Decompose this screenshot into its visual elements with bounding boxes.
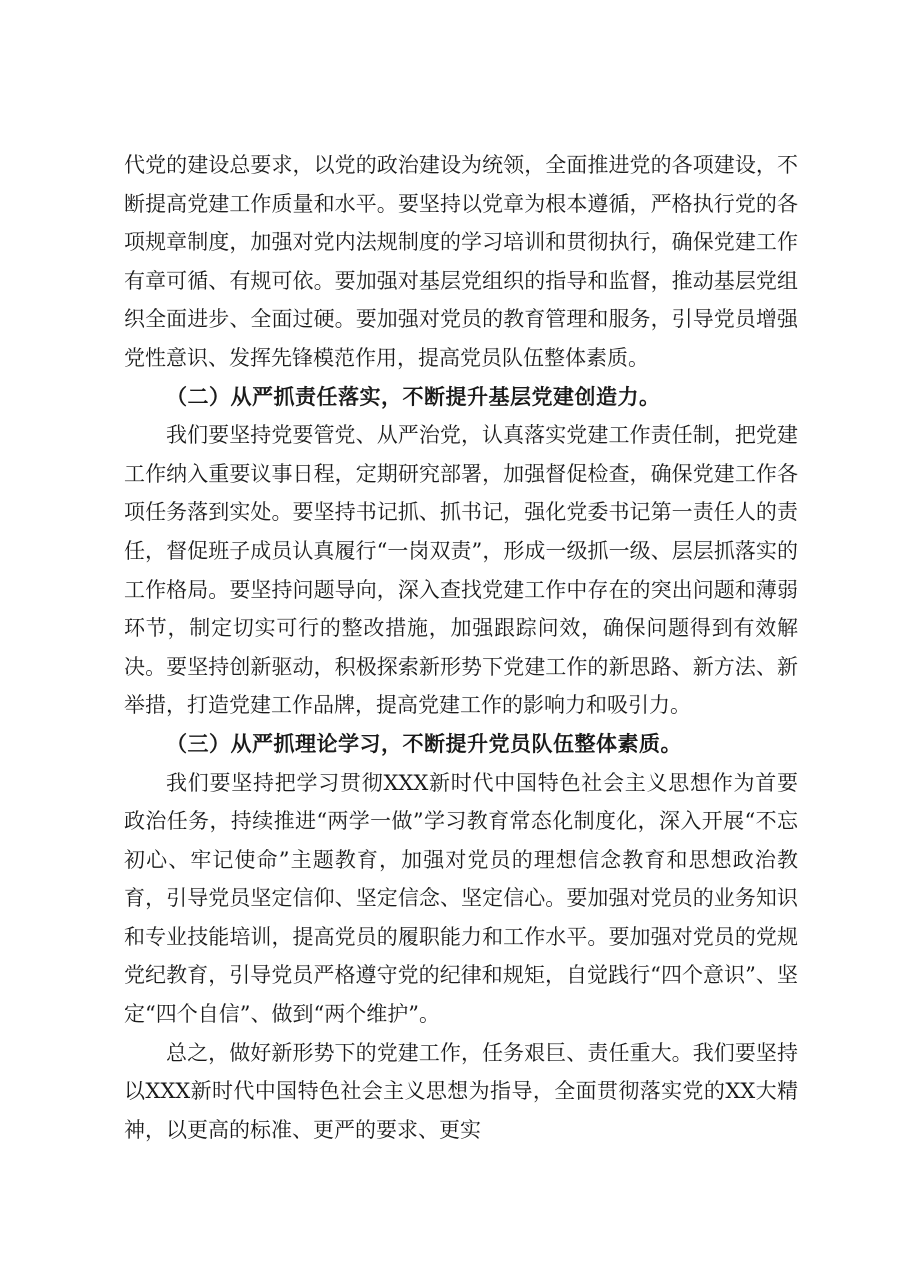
- paragraph-continued: 代党的建设总要求，以党的政治建设为统领，全面推进党的各项建设，不断提高党建工作质量和水平。要坚持以党章为根本遵循，严格执行党的各项规章制度，加强对党内法规制度的学习培训和贯彻执行，确保党建工作有章可循、有规可依。要加强对基层党组织的指导和监督，推动基层党组织全面进步、全面过硬。要加强对党员的教育管理和服务，引导党员增强党性意识、发挥先锋模范作用，提高党员队伍整体素质。: [124, 153, 798, 370]
- section-heading-2: （二）从严抓责任落实，不断提升基层党建创造力。: [166, 383, 661, 409]
- paragraph-summary: 总之，做好新形势下的党建工作，任务艰巨、责任重大。我们要坚持以XXX新时代中国特色社会主义思想为指导，全面贯彻落实党的XX大精神，以更高的标准、更严的要求、更实: [124, 1040, 798, 1142]
- document-body: [124, 146, 798, 1149]
- paragraph-responsibility: 我们要坚持党要管党、从严治党，认真落实党建工作责任制，把党建工作纳入重要议事日程，定期研究部署，加强督促检查，确保党建工作各项任务落到实处。要坚持书记抓、抓书记，强化党委书记第一责任人的责任，督促班子成员认真履行“一岗双责”，形成一级抓一级、层层抓落实的工作格局。要坚持问题导向，深入查找党建工作中存在的突出问题和薄弱环节，制定切实可行的整改措施，加强跟踪问效，确保问题得到有效解决。要坚持创新驱动，积极探索新形势下党建工作的新思路、新方法、新举措，打造党建工作品牌，提高党建工作的影响力和吸引力。: [124, 423, 798, 718]
- section-heading-3: （三）从严抓理论学习，不断提升党员队伍整体素质。: [166, 730, 682, 756]
- paragraph-theory-study: 我们要坚持把学习贯彻XXX新时代中国特色社会主义思想作为首要政治任务，持续推进“两学一做”学习教育常态化制度化，深入开展“不忘初心、牢记使命”主题教育，加强对党员的理想信念教育和思想政治教育，引导党员坚定信仰、坚定信念、坚定信心。要加强对党员的业务知识和专业技能培训，提高党员的履职能力和工作水平。要加强对党员的党规党纪教育，引导党员严格遵守党的纪律和规矩，自觉践行“四个意识”、坚定“四个自信”、做到“两个维护”。: [124, 770, 798, 1027]
